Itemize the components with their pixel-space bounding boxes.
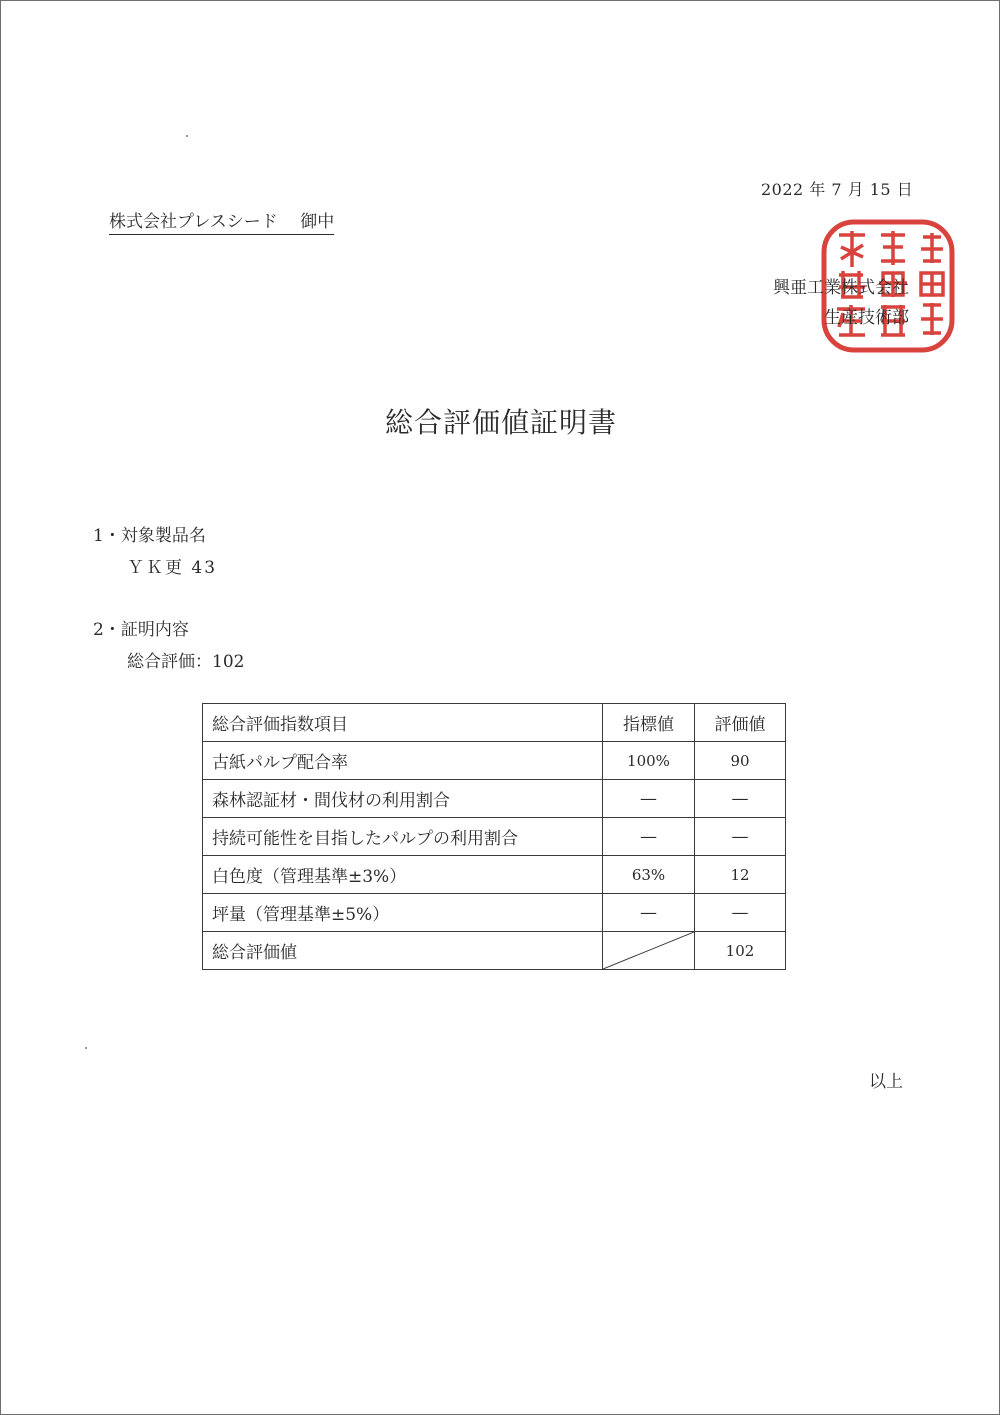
row-item: 古紙パルプ配合率 xyxy=(203,742,603,780)
column-header-indicator: 指標値 xyxy=(603,704,695,742)
paper-speck xyxy=(85,1047,87,1049)
table-row xyxy=(203,856,786,894)
row-indicator: — xyxy=(603,780,695,818)
table-row xyxy=(203,818,786,856)
section-heading-product: 1・対象製品名 xyxy=(93,526,206,546)
recipient-name: 株式会社プレスシード 御中 xyxy=(109,207,334,235)
issuer-company: 興亜工業株式会社 xyxy=(773,278,909,298)
overall-score-summary: 総合評価：102 xyxy=(127,652,245,672)
total-indicator-empty xyxy=(603,932,695,970)
row-indicator: — xyxy=(603,818,695,856)
product-name: ＹＫ更 43 xyxy=(127,558,218,578)
table-total-row xyxy=(203,932,786,970)
row-item: 森林認証材・間伐材の利用割合 xyxy=(203,780,603,818)
issuer-department: 生産技術部 xyxy=(824,308,909,328)
row-score: 12 xyxy=(695,856,786,894)
row-indicator: 100% xyxy=(603,742,695,780)
row-score: — xyxy=(695,818,786,856)
total-label: 総合評価値 xyxy=(203,932,603,970)
table-header-row xyxy=(203,704,786,742)
column-header-score: 評価値 xyxy=(695,704,786,742)
row-indicator: — xyxy=(603,894,695,932)
column-header-item: 総合評価指数項目 xyxy=(203,704,603,742)
table-row xyxy=(203,780,786,818)
row-score: — xyxy=(695,894,786,932)
row-score: 90 xyxy=(695,742,786,780)
total-score: 102 xyxy=(695,932,786,970)
diagonal-slash xyxy=(603,932,694,969)
closing-remark: 以上 xyxy=(869,1072,903,1092)
document-title: 総合評価値証明書 xyxy=(384,406,617,439)
table-row xyxy=(203,894,786,932)
table-row xyxy=(203,742,786,780)
row-item: 白色度（管理基準±3%） xyxy=(203,856,603,894)
issue-date: 2022 年 7 月 15 日 xyxy=(761,180,914,199)
row-item: 持続可能性を目指したパルプの利用割合 xyxy=(203,818,603,856)
section-heading-certification: 2・証明内容 xyxy=(93,620,189,640)
row-indicator: 63% xyxy=(603,856,695,894)
row-score: — xyxy=(695,780,786,818)
row-item: 坪量（管理基準±5%） xyxy=(203,894,603,932)
evaluation-table xyxy=(202,703,786,970)
paper-speck xyxy=(186,135,188,137)
